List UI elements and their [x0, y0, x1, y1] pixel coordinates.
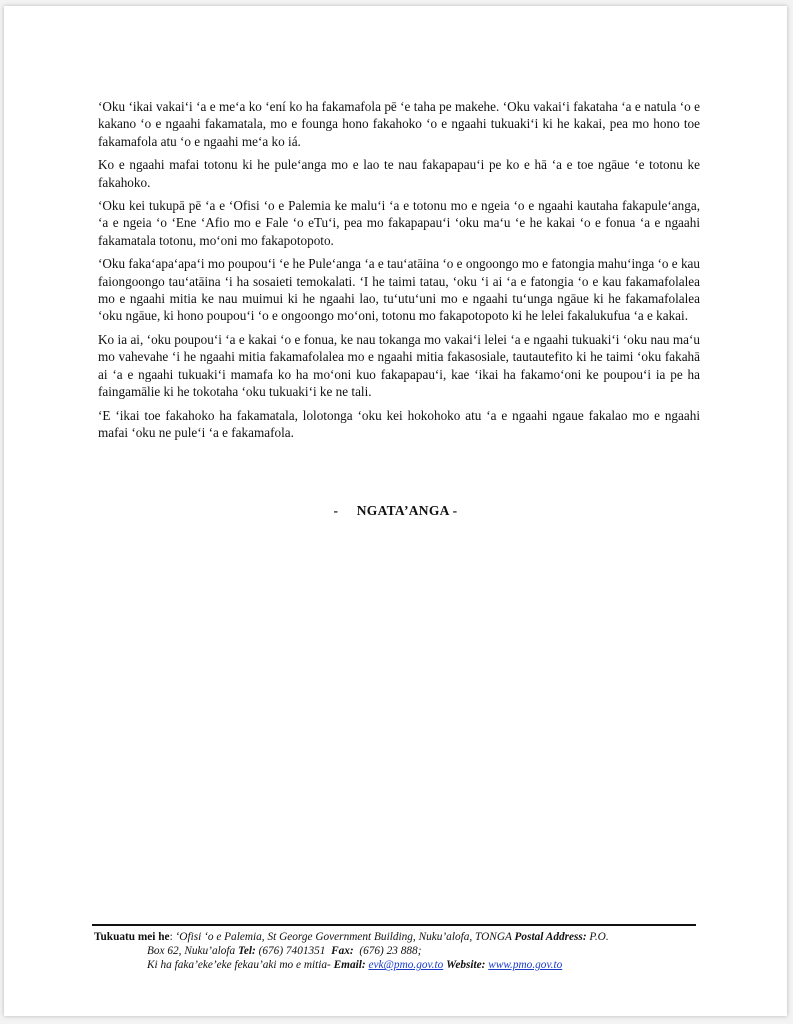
fax-value: (676) 23 888;: [353, 945, 422, 958]
footer-divider: [92, 924, 696, 926]
tel-label: Tel:: [238, 945, 256, 958]
postal-address-label: Postal Address:: [514, 931, 587, 943]
footer: [94, 930, 694, 973]
document-body: [98, 98, 700, 447]
paragraph-5: Ko ia ai, ‘oku poupou‘i ‘a e kakai ‘o e fonua, ke nau tokanga mo vakai‘i lelei ‘a e ngaahi tukuaki‘i ‘oku nau ma‘u mo vahevahe ‘i he ngaahi mitia fakamafolalea mo e ngaahi mitia fakasosiale, tautautefito ki he taimi ‘oku fakahā ai ‘a e ngaahi tukuaki‘i mamafa ko ha mo‘oni kuo fakapapau‘i, kae ‘ikai ha fakamo‘oni ke poupou‘i ia pe ha faingamālie ki he tokotaha ‘oku tukuaki‘i ke ne tali.: [98, 331, 700, 400]
footer-line-3: [94, 958, 694, 972]
paragraph-1: ‘Oku ‘ikai vakai‘i ‘a e me‘a ko ‘ení ko ha fakamafola pē ‘e taha pe makehe. ‘Oku vakai‘i fakataha ‘a e natula ‘o e kakano ‘o e ngaahi fakamatala, mo e founga hono fakahoko ‘o e ngaahi tukuaki‘i ki he kakai, pea mo hono toe fakamafola atu ‘o e ngaahi me‘a ko iá.: [98, 99, 700, 149]
postal-address-value-1: P.O.: [586, 931, 609, 943]
website-label: Website:: [446, 959, 486, 972]
footer-line-1: [94, 930, 694, 944]
paragraph-2: Ko e ngaahi mafai totonu ki he pule‘anga mo e lao te nau fakapapau‘i pe ko e hā ‘a e toe ngāue ‘e totonu ke fakahoko.: [98, 157, 700, 190]
website-link[interactable]: www.pmo.gov.to: [488, 959, 563, 972]
footer-line-2: [94, 944, 694, 958]
paragraph-3: ‘Oku kei tukupā pē ‘a e ‘Ofisi ‘o e Palemia ke malu‘i ‘a e totonu mo e ngeia ‘o e ngaahi kautaha fakapule‘anga, ‘a e ngeia ‘o ‘Ene ‘Afio mo e Fale ‘o eTu‘i, pea mo fakapapau‘i ‘oku ma‘u ‘e he kakai ‘o e fonua ‘a e ngaahi fakamatala totonu, mo‘oni mo fakapotopoto.: [98, 198, 700, 248]
sent-from-label: Tukuatu mei he: [94, 931, 170, 943]
fax-label: Fax:: [331, 945, 354, 958]
sent-from-colon: :: [169, 931, 176, 943]
email-label: Email:: [333, 959, 366, 972]
closing-marker: - NGATA’ANGA -: [333, 503, 458, 518]
document-page: [4, 6, 787, 1016]
paragraph-4: ‘Oku faka‘apa‘apa‘i mo poupou‘i ‘e he Pule‘anga ‘a e tau‘atāina ‘o e ongoongo mo e fatongia mahu‘inga ‘o e kau faiongoongo tau‘atāina ‘i ha sosaieti temokalati. ‘I he taimi tatau, ‘oku ‘i ai ‘a e fatongia ‘o e kau fakamafolalea mo e ngaahi mitia ke nau muimui ki he ngaahi lao, tu‘utu‘uni mo e ngaahi tu‘unga ngāue ki he fakamafolalea ‘oku ngāue, ki hono poupou‘i ‘o e ongoongo mo‘oni, totonu mo fakapotopoto ki he lelei fakalukufua ‘a e kakai.: [98, 256, 700, 324]
paragraph-6: ‘E ‘ikai toe fakahoko ha fakamatala, lolotonga ‘oku kei hokohoko atu ‘a e ngaahi ngaue fakalao mo e ngaahi mafai ‘oku ne pule‘i ‘a e fakamafola.: [98, 407, 700, 440]
email-link[interactable]: evk@pmo.gov.to: [368, 959, 444, 972]
tel-value: (676) 7401351: [255, 945, 332, 958]
office-address: ‘Ofisi ‘o e Palemia, St George Government Building, Nuku’alofa, TONGA: [175, 931, 515, 943]
postal-address-value-2: Box 62, Nuku’alofa: [147, 945, 238, 958]
media-inquiry-text: Ki ha faka’eke’eke fekau’aki mo e mitia-: [147, 959, 334, 972]
